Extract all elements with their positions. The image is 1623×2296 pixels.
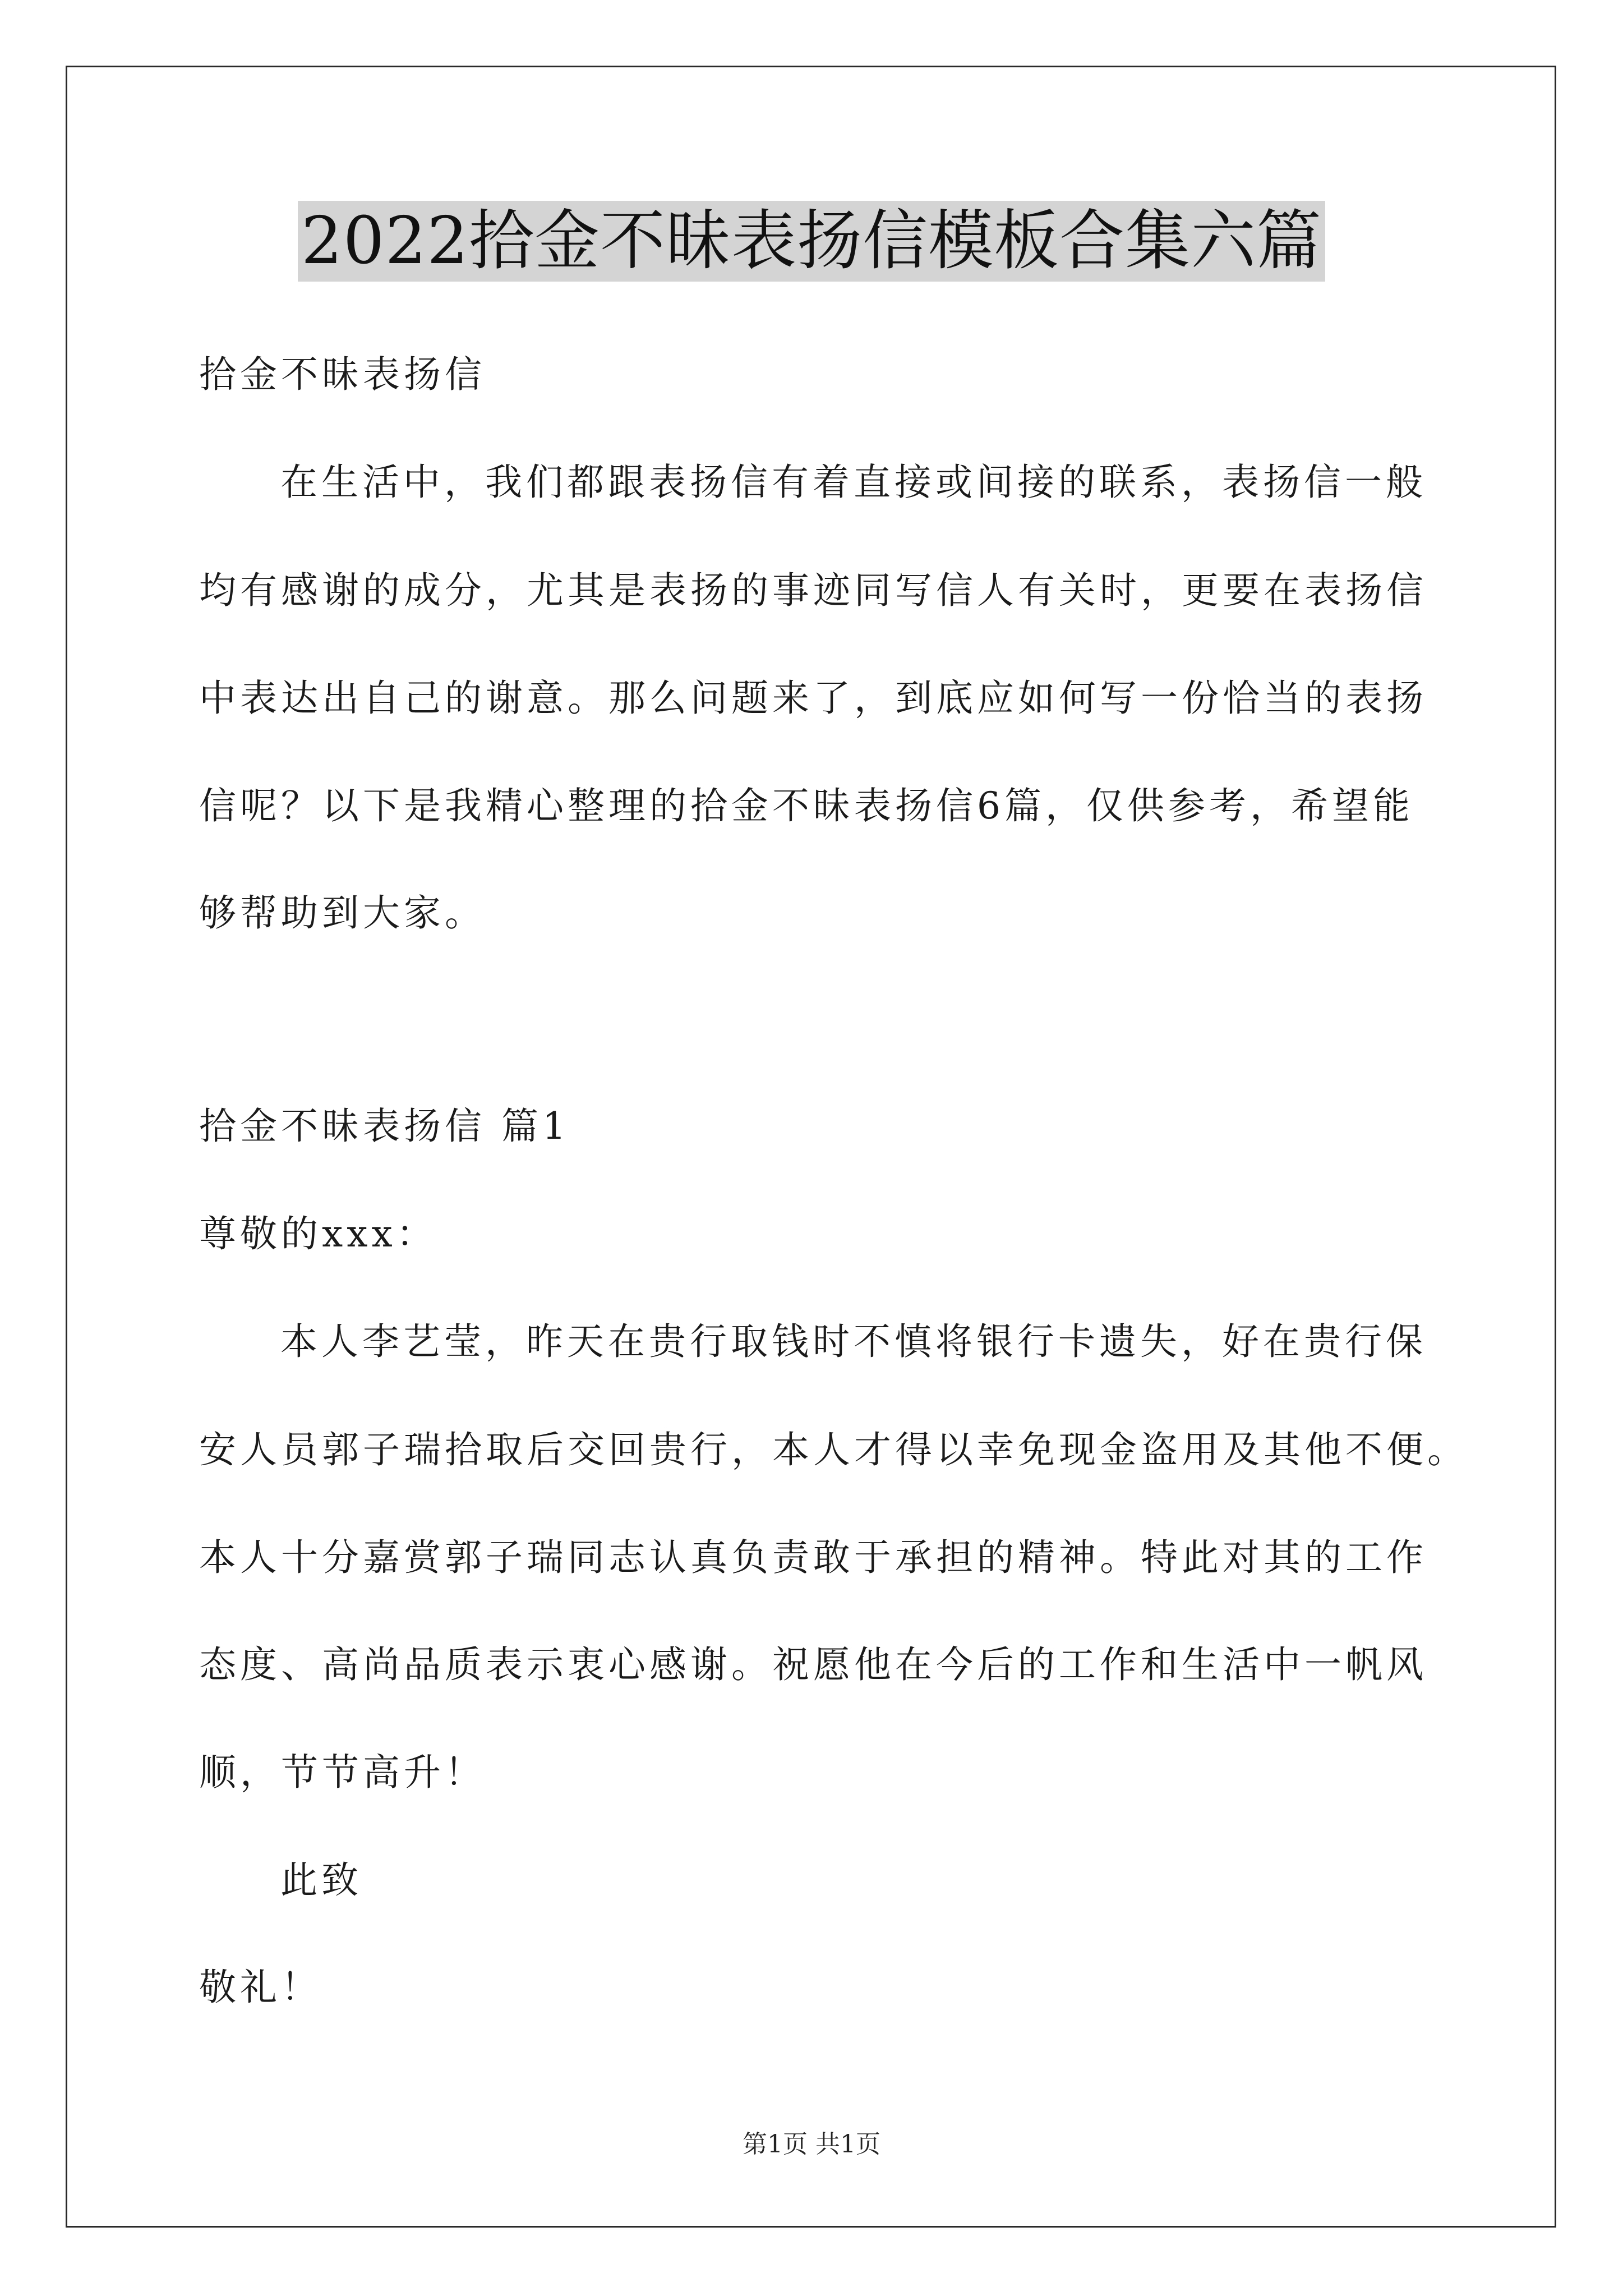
salutation: 尊敬的xxx： <box>199 1212 437 1255</box>
page-footer: 第1页 共1页 <box>743 2130 880 2159</box>
body-line: 顺，节节高升！ <box>199 1751 486 1794</box>
document-heading: 拾金不昧表扬信 <box>199 353 486 396</box>
title-block <box>0 201 1623 282</box>
body-line: 安人员郭子瑞拾取后交回贵行，本人才得以幸免现金盗用及其他不便。 <box>199 1428 1468 1471</box>
intro-line: 信呢？以下是我精心整理的拾金不昧表扬信6篇，仅供参考，希望能 <box>199 784 1414 827</box>
body-line: 本人十分嘉赏郭子瑞同志认真负责敢于承担的精神。特此对其的工作 <box>199 1536 1427 1579</box>
body-line: 态度、高尚品质表示衷心感谢。祝愿他在今后的工作和生活中一帆风 <box>199 1643 1427 1686</box>
closing-line: 敬礼！ <box>199 1966 322 2009</box>
intro-line: 够帮助到大家。 <box>199 891 486 935</box>
closing-line: 此致 <box>280 1858 362 1902</box>
document-title: 2022拾金不昧表扬信模板合集六篇 <box>298 201 1325 282</box>
intro-line: 均有感谢的成分，尤其是表扬的事迹同写信人有关时，更要在表扬信 <box>199 569 1427 612</box>
body-line: 本人李艺莹，昨天在贵行取钱时不慎将银行卡遗失，好在贵行保 <box>280 1320 1427 1363</box>
intro-line: 在生活中，我们都跟表扬信有着直接或间接的联系，表扬信一般 <box>280 461 1427 504</box>
intro-line: 中表达出自己的谢意。那么问题来了，到底应如何写一份恰当的表扬 <box>199 677 1427 720</box>
section-heading: 拾金不昧表扬信 篇1 <box>199 1105 570 1148</box>
